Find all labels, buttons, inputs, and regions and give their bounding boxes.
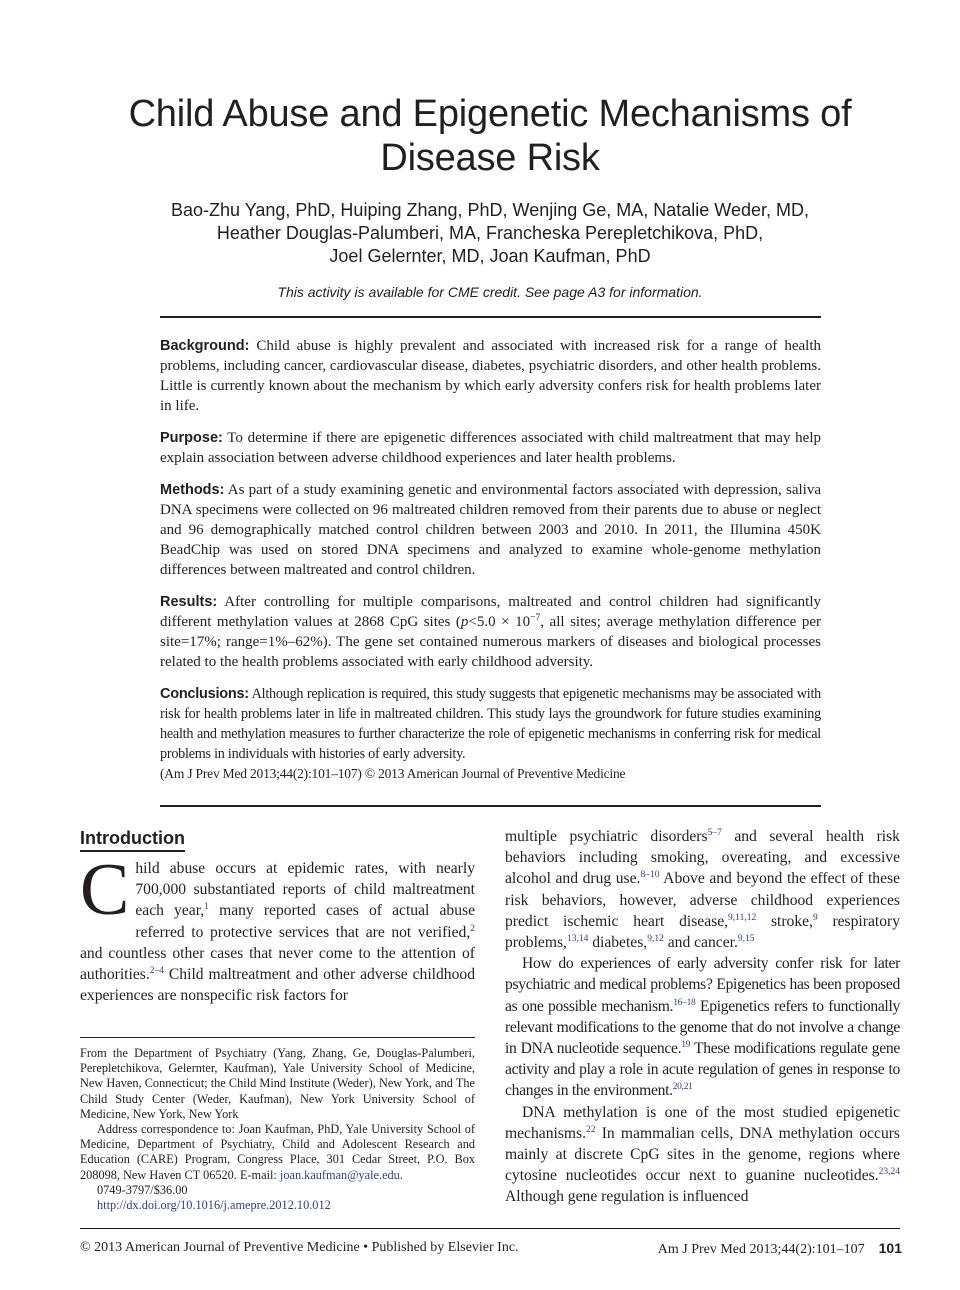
methods-text: As part of a study examining genetic and environmental factors associated with depression, saliva DNA specimens were collected on 96 maltreated children removed from their parents due to abuse or neglect and 96 demographically matched control children between 2003 and 2010. In 2011, the Illumina 450K BeadChip was used on stored DNA specimens and analyzed to examine whole-genome methylation differences between maltreated and control children. [160, 482, 821, 578]
period: . [399, 1167, 403, 1182]
body-text: Epigenetics refers to functionally relevant modifications to the genome that do not involve a change in DNA nucleotide sequence. [505, 997, 900, 1058]
drop-cap: C [80, 849, 130, 931]
abstract-citation: (Am J Prev Med 2013;44(2):101–107) © 2013 American Journal of Preventive Medicine [160, 766, 626, 781]
affiliations: From the Department of Psychiatry (Yang, Zhang, Ge, Douglas-Palumberi, Perepletchikova, Gelernter, Kaufman), Yale University School of Medicine, New Haven, Connecticut; the Child Mind Institute (Weder), New York, and The Child Study Center (Weder, Kaufman), New York University School of Medicine, New York, New York [80, 1046, 475, 1121]
footer-publisher: © 2013 American Journal of Preventive Medicine • Published by Elsevier Inc. [80, 1240, 519, 1255]
results-label: Results: [160, 594, 218, 610]
body-text: How do experiences of early adversity confer risk for later psychiatric and medical problems? Epigenetics has been proposed as one possible mechanism. [505, 955, 900, 1015]
conclusions-label: Conclusions: [160, 686, 249, 702]
body-text: and several health risk behaviors including smoking, overeating, and excessive alcohol and drug use. [505, 828, 900, 888]
body-text: Although gene regulation is influenced [505, 1188, 749, 1206]
page-number: 101 [878, 1240, 902, 1256]
reference-link[interactable]: 5–7 [707, 827, 722, 838]
exponent: −7 [530, 613, 541, 623]
methods-label: Methods: [160, 482, 225, 498]
journal-citation: Am J Prev Med 2013;44(2):101–107 [657, 1242, 865, 1257]
abstract [160, 336, 821, 784]
body-text: Child maltreatment and other adverse childhood experiences are nonspecific risk factors for [80, 966, 475, 1005]
body-text: hild abuse occurs at epidemic rates, with nearly 700,000 substantiated reports of child maltreatment each year, [135, 860, 475, 920]
body-text: Above and beyond the effect of these risk behaviors, however, adverse childhood experiences predict ischemic heart disease, [505, 870, 900, 930]
author-line: Bao-Zhu Yang, PhD, Huiping Zhang, PhD, Wenjing Ge, MA, Natalie Weder, MD, [171, 200, 809, 220]
cme-note: This activity is available for CME credit. See page A3 for information. [277, 284, 703, 300]
right-column [505, 826, 900, 1208]
reference-link[interactable]: 8–10 [640, 870, 660, 881]
p-value-symbol: p [460, 614, 469, 630]
body-text: and countless other cases that never come to the attention of authorities. [80, 944, 475, 984]
reference-link[interactable]: 16–18 [673, 997, 696, 1008]
reference-link[interactable]: 19 [681, 1039, 691, 1050]
reference-link[interactable]: 9,12 [647, 933, 664, 944]
reference-link[interactable]: 22 [585, 1124, 596, 1135]
abstract-bottom-rule [160, 805, 821, 807]
issn: 0749-3797/$36.00 [97, 1182, 188, 1197]
body-text: DNA methylation is one of the most studied epigenetic mechanisms. [505, 1103, 900, 1142]
body-text: multiple psychiatric disorders [505, 828, 708, 845]
body-text: and cancer. [663, 934, 738, 952]
body-text: In mammalian cells, DNA methylation occurs mainly at discrete CpG sites in the genome, regions where cytosine nucleotides occur next to guanine nucleotides. [505, 1124, 900, 1185]
body-text: diabetes, [588, 934, 648, 952]
doi-line [80, 1198, 475, 1213]
abstract-purpose [160, 428, 821, 468]
left-column [80, 826, 475, 1006]
body-paragraph [505, 1102, 900, 1208]
abstract-top-rule [160, 316, 821, 318]
body-text: stroke, [756, 912, 813, 930]
body-text: many reported cases of actual abuse referred to protective services that are not verified, [135, 902, 475, 941]
purpose-label: Purpose: [160, 430, 223, 446]
body-text: These modifications regulate gene activity and play a role in acute regulation of genes in response to changes in the environment. [505, 1040, 901, 1100]
section-heading-introduction: Introduction [80, 826, 185, 852]
reference-link[interactable]: 23,24 [878, 1167, 900, 1178]
article-title: Child Abuse and Epigenetic Mechanisms of Disease Risk [128, 93, 852, 179]
reference-link[interactable]: 20,21 [672, 1082, 693, 1093]
correspondence [80, 1122, 475, 1183]
results-text: <5.0 × 10 [468, 614, 531, 630]
body-paragraph [505, 826, 900, 953]
intro-paragraph [80, 849, 475, 1006]
author-list [100, 199, 880, 268]
reference-link[interactable]: 2 [470, 923, 475, 934]
footnote-rule [80, 1037, 475, 1038]
conclusions-text: Although replication is required, this study suggests that epigenetic mechanisms may be associated with risk for health problems later in life in maltreated children. This study lays the groundwork for future studies examining health and methylation measures to further characterize the role of epigenetic mechanisms in conferring risk for medical problems in individuals with histories of early adversity. [160, 686, 821, 762]
reference-link[interactable]: 13,14 [566, 933, 589, 944]
author-line: Joel Gelernter, MD, Joan Kaufman, PhD [329, 246, 651, 266]
doi-link[interactable]: http://dx.doi.org/10.1016/j.amepre.2012.10.012 [97, 1198, 331, 1213]
reference-link[interactable]: 1 [204, 902, 209, 913]
email-link[interactable]: joan.kaufman@yale.edu [279, 1167, 400, 1182]
author-line: Heather Douglas-Palumberi, MA, Francheska Perepletchikova, PhD, [216, 223, 764, 243]
reference-link[interactable]: 9,15 [737, 933, 755, 944]
background-text: Child abuse is highly prevalent and associated with increased risk for a range of health problems, including cancer, cardiovascular disease, diabetes, psychiatric disorders, and other health problems. Little is currently known about the mechanism by which early adversity confers risk for health problems later in life. [160, 338, 821, 414]
body-text: respiratory problems, [505, 912, 900, 952]
footer-rule [80, 1228, 900, 1229]
body-paragraph [505, 953, 900, 1101]
background-label: Background: [160, 338, 250, 354]
abstract-conclusions [160, 684, 821, 764]
results-text: After controlling for multiple comparisons, maltreated and control children had significantly different methylation values at 2868 CpG sites ( [160, 594, 821, 630]
affiliation-footnote [80, 1046, 475, 1213]
footer-journal-info [658, 1238, 902, 1260]
results-text: , all sites; average methylation difference per site=17%; range=1%–62%). The gene set contained numerous markers of diseases and biological processes related to the health problems associated with early childhood adversity. [160, 614, 821, 670]
address-text: Address correspondence to: Joan Kaufman, PhD, Yale University School of Medicine, Department of Psychiatry, Child and Adolescent Research and Education (CARE) Program, Congress Place, 301 Cedar Street, P.O. Box 208098, New Haven CT 06520. E-mail: [80, 1122, 475, 1182]
abstract-results [160, 592, 821, 672]
reference-link[interactable]: 9,11,12 [728, 912, 757, 923]
abstract-methods [160, 480, 821, 580]
abstract-background [160, 336, 821, 416]
reference-link[interactable]: 2–4 [149, 965, 164, 976]
purpose-text: To determine if there are epigenetic differences associated with child maltreatment that may help explain association between adverse childhood experiences and later health problems. [160, 430, 821, 466]
reference-link[interactable]: 9 [812, 912, 818, 923]
